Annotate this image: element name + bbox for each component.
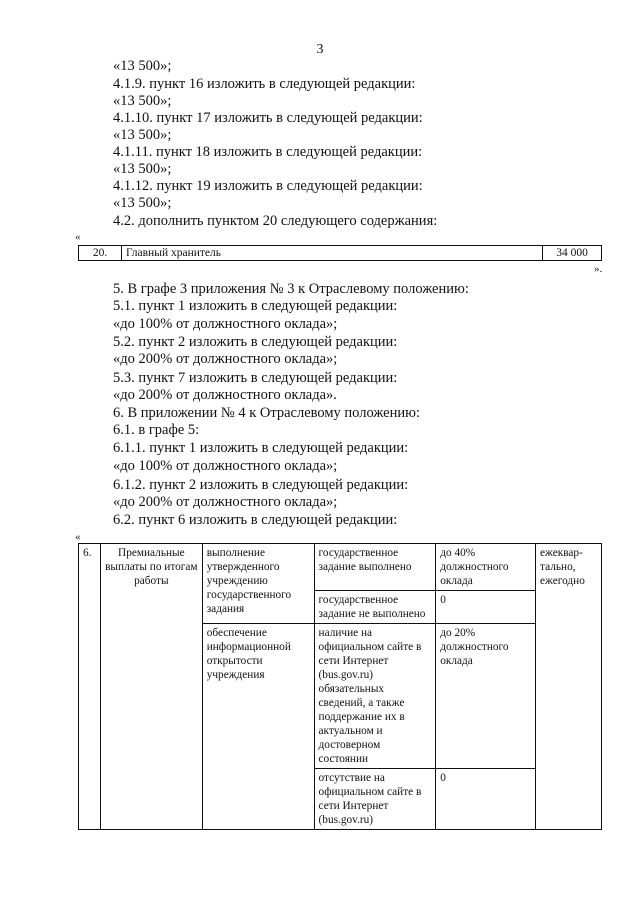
close-quote: ».	[594, 263, 603, 275]
cell-amount: до 20% должностного оклада	[436, 624, 536, 769]
cell-criterion: обеспечение информационной открытости учреждения	[202, 624, 314, 830]
text-line: «до 200% от должностного оклада»;	[113, 494, 338, 510]
text-line: 5.2. пункт 2 изложить в следующей редакции:	[113, 334, 398, 350]
cell-amount: 0	[436, 591, 536, 624]
text-line: 4.1.12. пункт 19 изложить в следующей редакции:	[113, 178, 423, 194]
text-line: 6.1.2. пункт 2 изложить в следующей редакции:	[113, 477, 409, 493]
table-row	[79, 246, 602, 261]
open-quote: «	[75, 531, 81, 543]
cell-value: 34 000	[543, 246, 602, 261]
text-line: 6. В приложении № 4 к Отраслевому положению:	[113, 405, 420, 421]
cell-criterion: выполнение утвержденного учреждению государственного задания	[202, 544, 314, 624]
text-line: «до 100% от должностного оклада»;	[113, 316, 338, 332]
text-line: «до 200% от должностного оклада».	[113, 387, 337, 403]
cell-condition: государственное задание не выполнено	[314, 591, 436, 624]
staff-table	[78, 245, 602, 261]
text-line: 4.1.11. пункт 18 изложить в следующей редакции:	[113, 144, 423, 160]
cell-payment-type: Премиальные выплаты по итогам работы	[100, 544, 202, 830]
text-line: «13 500»;	[113, 161, 172, 177]
text-line: 5.1. пункт 1 изложить в следующей редакции:	[113, 298, 398, 314]
cell-number: 20.	[79, 246, 122, 261]
cell-amount: 0	[436, 769, 536, 830]
text-line: «13 500»;	[113, 127, 172, 143]
text-line: 4.1.10. пункт 17 изложить в следующей редакции:	[113, 110, 423, 126]
text-line: «13 500»;	[113, 93, 172, 109]
text-line: «до 100% от должностного оклада»;	[113, 458, 338, 474]
cell-periodicity: ежеквар-тально, ежегодно	[536, 544, 602, 830]
cell-condition: наличие на официальном сайте в сети Интернет (bus.gov.ru) обязательных сведений, а также поддержание их в актуальном и достоверном состоянии	[314, 624, 436, 769]
text-line: 4.1.9. пункт 16 изложить в следующей редакции:	[113, 76, 416, 92]
text-line: 6.2. пункт 6 изложить в следующей редакции:	[113, 512, 398, 528]
cell-condition: государственное задание выполнено	[314, 544, 436, 591]
cell-amount: до 40% должностного оклада	[436, 544, 536, 591]
cell-condition: отсутствие на официальном сайте в сети Интернет (bus.gov.ru)	[314, 769, 436, 830]
cell-number: 6.	[79, 544, 101, 830]
text-line: «до 200% от должностного оклада»;	[113, 351, 338, 367]
text-line: 4.2. дополнить пунктом 20 следующего содержания:	[113, 213, 438, 229]
text-line: 5.3. пункт 7 изложить в следующей редакции:	[113, 370, 398, 386]
table-row	[79, 544, 602, 591]
text-line: 5. В графе 3 приложения № 3 к Отраслевому положению:	[113, 281, 469, 297]
open-quote: «	[75, 231, 81, 243]
text-line: «13 500»;	[113, 195, 172, 211]
bonus-table	[78, 543, 602, 830]
text-line: 6.1.1. пункт 1 изложить в следующей редакции:	[113, 440, 409, 456]
text-line: 6.1. в графе 5:	[113, 422, 200, 438]
page-number: 3	[316, 42, 324, 57]
text-line: «13 500»;	[113, 58, 172, 74]
cell-position: Главный хранитель	[122, 246, 543, 261]
